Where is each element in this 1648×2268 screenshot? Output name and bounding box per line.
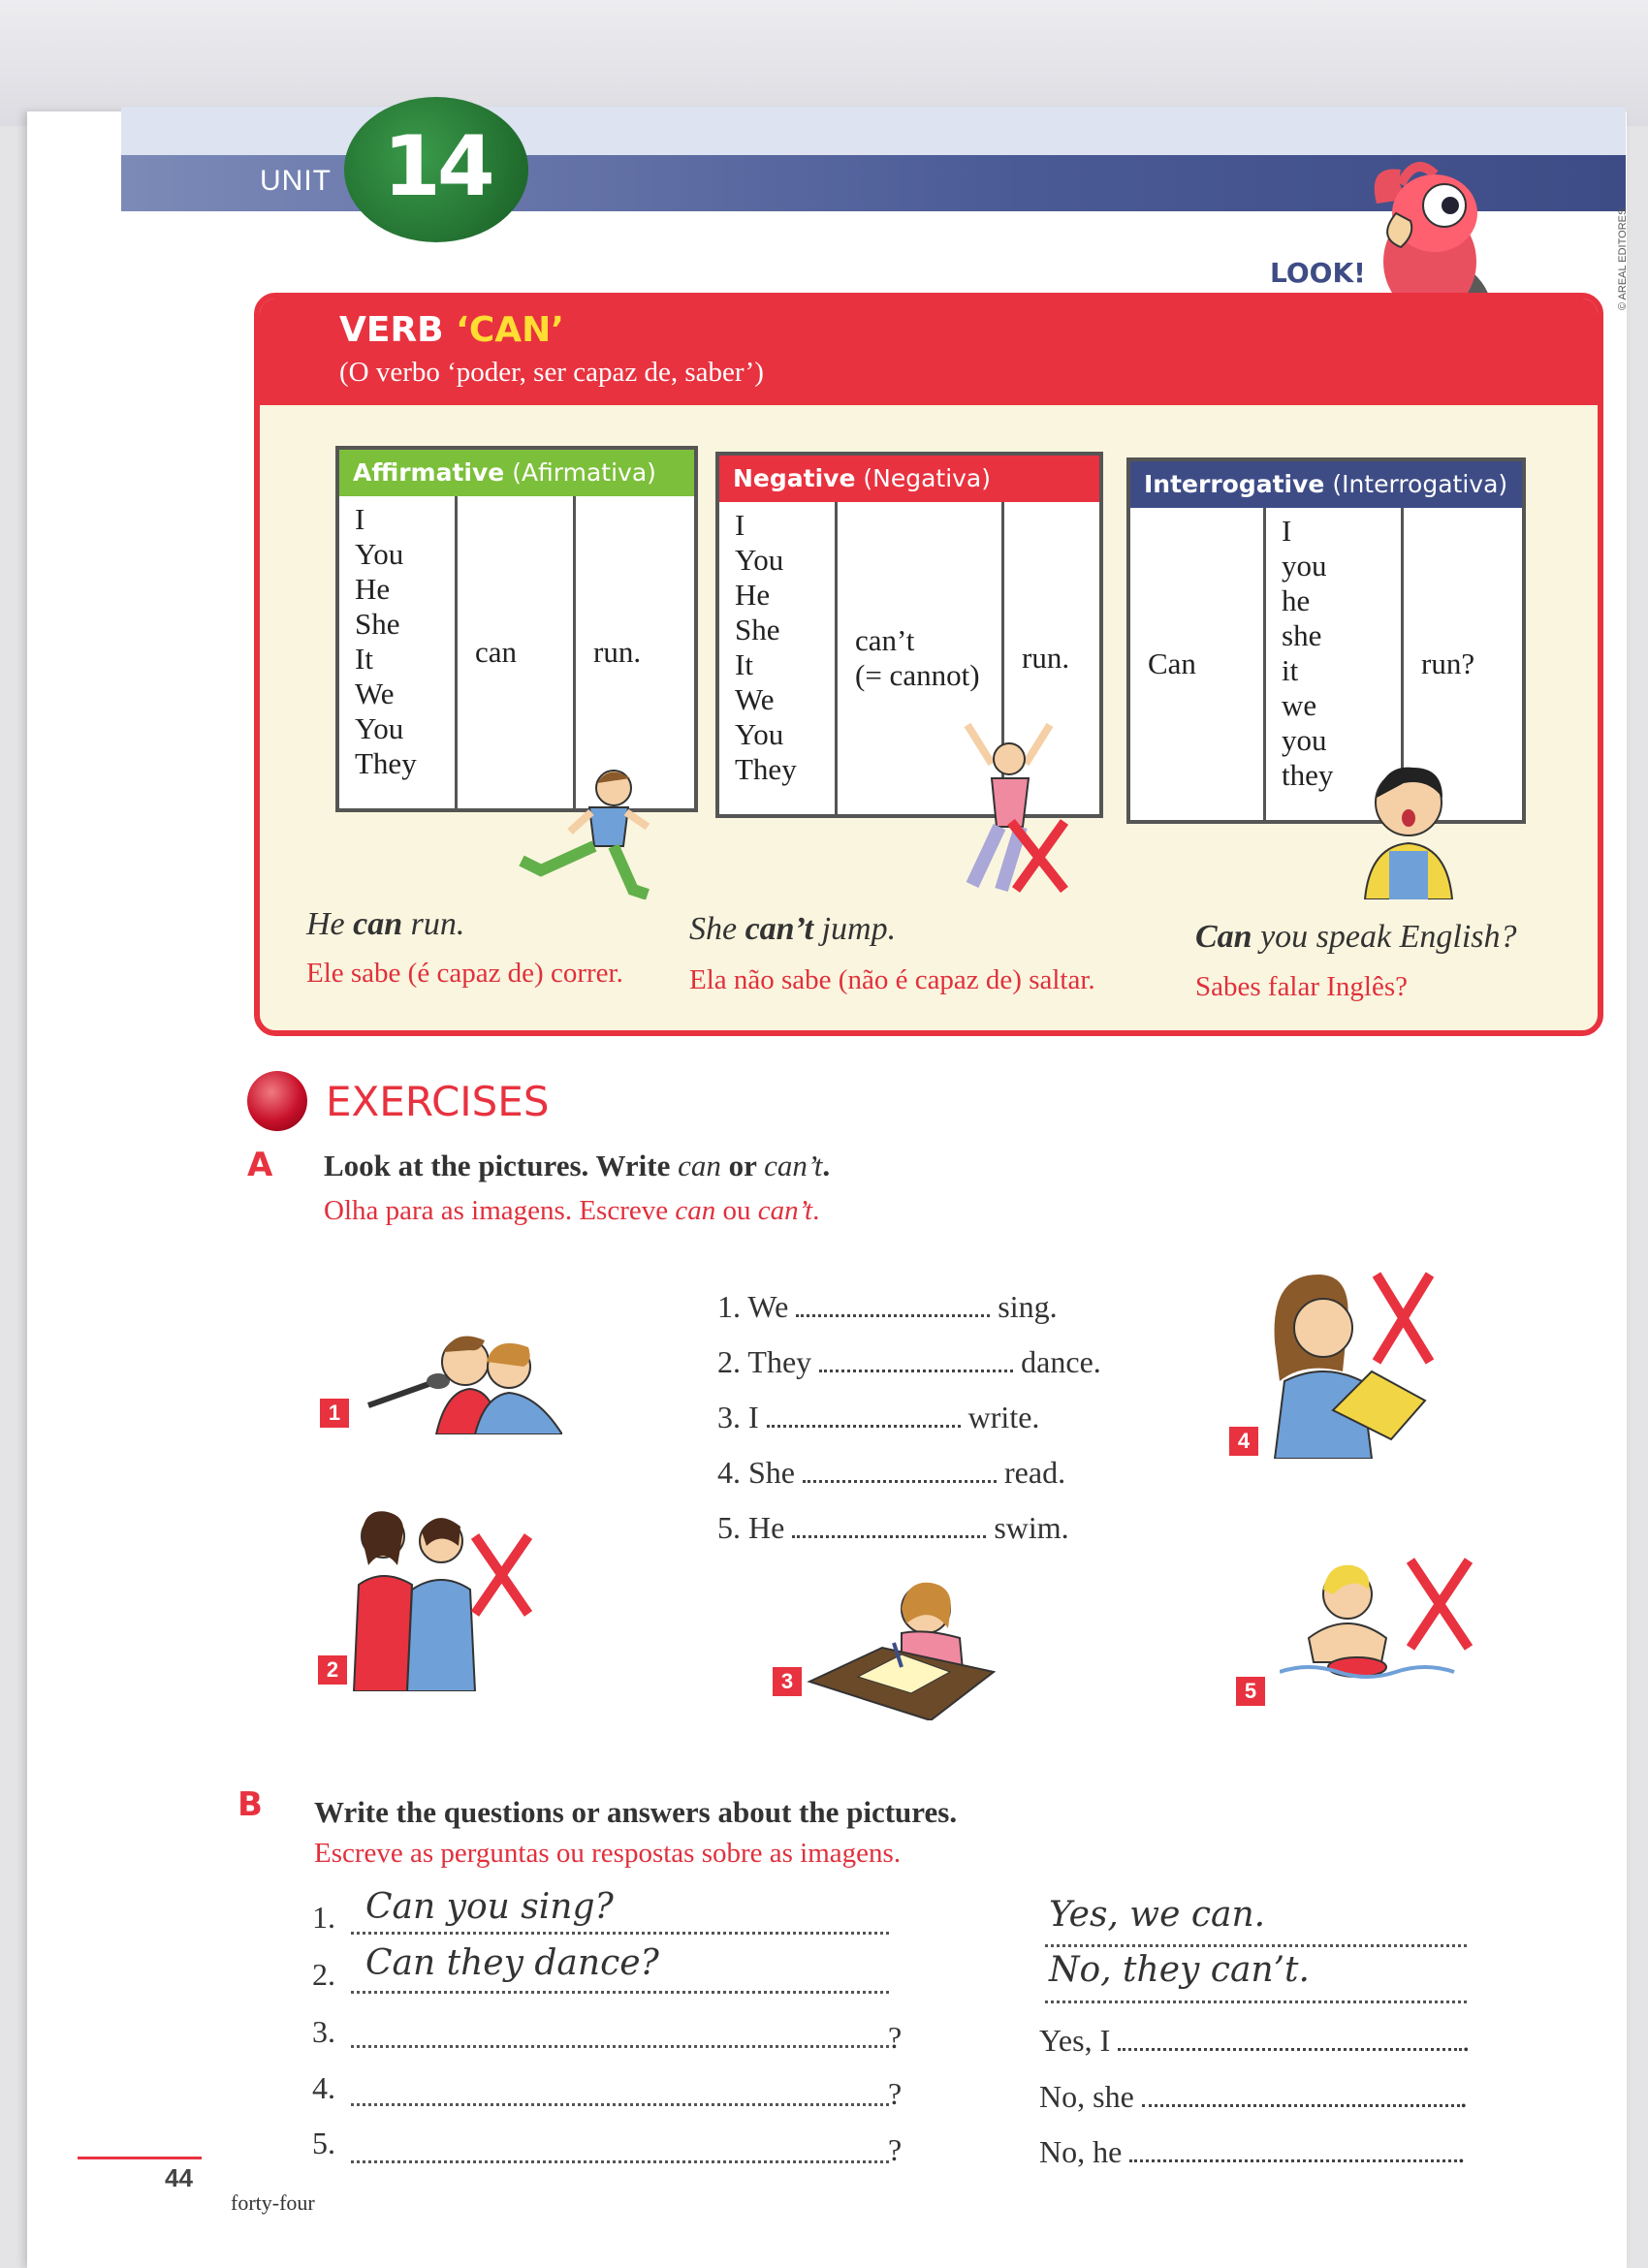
pronoun: She [355, 607, 400, 641]
item-subject: We [747, 1289, 789, 1324]
copyright-text: © AREAL EDITORES [1617, 207, 1629, 310]
item-subject: They [747, 1344, 812, 1379]
pronoun: He [735, 578, 771, 612]
question-5-line[interactable] [351, 2160, 889, 2163]
example-pre: She [689, 911, 745, 947]
pronoun: I [735, 508, 745, 542]
item-number: 3. [717, 1400, 741, 1434]
boy-running-illustration [502, 764, 657, 899]
page-number: 44 [165, 2163, 193, 2192]
answer-pre: Yes, I [1039, 2023, 1111, 2058]
grammar-subtitle: (O verbo ‘poder, ser capaz de, saber’) [339, 357, 764, 388]
interrogative-verb-text: Can [1148, 646, 1196, 680]
example-1 [306, 906, 464, 943]
question-number: 5. [312, 2126, 335, 2160]
answer-blank[interactable] [767, 1425, 961, 1428]
item-number: 5. [717, 1510, 741, 1545]
pronoun: they [1282, 758, 1334, 792]
answer-5 [1039, 2134, 1465, 2170]
question-number: 3. [312, 2014, 335, 2049]
exercise-a-item [717, 1289, 1058, 1325]
section-b-translation: Escreve as perguntas ou respostas sobre as imagens. [314, 1838, 902, 1869]
example-1-translation: Ele sabe (é capaz de) correr. [306, 958, 623, 989]
exercise-a-item [717, 1455, 1065, 1491]
exercises-title: EXERCISES [326, 1078, 550, 1125]
picture-4-badge: 4 [1229, 1427, 1258, 1456]
answer-1-line[interactable] [1045, 1944, 1467, 1947]
affirmative-verb-text: can [475, 635, 518, 669]
instr-cant: can’t [764, 1149, 823, 1182]
item-end: dance. [1021, 1344, 1101, 1379]
instr-pt-end: . [812, 1195, 820, 1226]
example-3-translation: Sabes falar Inglês? [1195, 971, 1409, 1002]
item-subject: He [748, 1510, 785, 1545]
pronoun: he [1282, 583, 1311, 617]
question-3-line[interactable] [351, 2045, 889, 2048]
example-2-translation: Ela não sabe (não é capaz de) saltar. [689, 964, 1095, 995]
item-end: read. [1004, 1455, 1066, 1490]
example-bold: can’t [745, 911, 814, 947]
item-end: sing. [998, 1289, 1058, 1324]
grammar-title-prefix: VERB [339, 310, 457, 350]
section-b-instruction: Write the questions or answers about the pictures. [314, 1795, 958, 1829]
pronoun: You [735, 717, 784, 751]
affirmative-table-header [339, 450, 694, 496]
instr-can: can [678, 1149, 721, 1182]
question-row-1 [312, 1900, 335, 1936]
item-number: 1. [717, 1289, 741, 1324]
negative-head-light: (Negativa) [855, 464, 992, 492]
example-3 [1195, 919, 1517, 956]
answer-2: No, they can’t. [1049, 1950, 1310, 1990]
instr-pt-text: Olha para as imagens. Escreve [324, 1195, 676, 1226]
question-2-answer: Can they dance? [365, 1943, 659, 1983]
picture-2-badge: 2 [318, 1655, 347, 1685]
instr-pt-can: can [675, 1195, 716, 1226]
pronoun: I [1282, 514, 1292, 548]
answer-end: . [1457, 2134, 1466, 2169]
section-a-translation [324, 1195, 819, 1227]
pronoun: You [735, 543, 784, 577]
section-a-instruction [324, 1149, 830, 1183]
pronoun: She [735, 613, 780, 646]
example-2 [689, 911, 896, 948]
pronoun: It [735, 647, 753, 681]
answer-2-line[interactable] [1045, 2000, 1467, 2003]
affirmative-pronouns [339, 496, 458, 808]
pronoun: You [355, 537, 404, 571]
question-number: 1. [312, 1900, 335, 1935]
answer-4-blank[interactable] [1142, 2104, 1460, 2107]
interrogative-verb [1130, 508, 1266, 820]
picture-5-swimming-illustration [1280, 1551, 1483, 1696]
question-1-line[interactable] [351, 1932, 889, 1935]
instr-end: . [822, 1149, 831, 1182]
negative-pronouns [719, 502, 838, 814]
interrogative-head-light: (Interrogativa) [1324, 470, 1508, 498]
question-number: 4. [312, 2070, 335, 2105]
question-5-end: ? [888, 2132, 903, 2167]
negative-main-verb-text: run. [1022, 641, 1070, 675]
pronoun: We [735, 682, 775, 716]
negative-verb-text: can’t [855, 623, 915, 657]
instr-or: or [720, 1149, 765, 1182]
interrogative-table-header [1130, 461, 1522, 508]
instr-text: Look at the pictures. Write [324, 1149, 679, 1182]
answer-blank[interactable] [792, 1535, 986, 1538]
affirmative-main-verb-text: run. [593, 635, 642, 669]
question-1-answer: Can you sing? [365, 1887, 614, 1927]
exercise-a-item [717, 1344, 1101, 1380]
picture-4-reading-illustration [1265, 1265, 1459, 1459]
grammar-title-highlight: ‘CAN’ [456, 310, 564, 350]
picture-1-singers-illustration [359, 1323, 562, 1434]
pronoun: she [1282, 618, 1322, 652]
example-post: run. [402, 906, 465, 942]
item-end: swim. [994, 1510, 1069, 1545]
grammar-box [254, 293, 1603, 1036]
instr-pt-or: ou [715, 1195, 758, 1226]
item-subject: She [748, 1455, 795, 1490]
affirmative-head-light: (Afirmativa) [504, 458, 656, 487]
affirmative-head-bold: Affirmative [353, 458, 505, 487]
girl-jumping-illustration [953, 715, 1079, 909]
question-row-5 [312, 2126, 335, 2161]
item-number: 2. [717, 1344, 741, 1379]
picture-3-writing-illustration [805, 1575, 998, 1720]
exercise-a-item [717, 1510, 1069, 1546]
question-row-4 [312, 2070, 335, 2106]
page-number-words: forty-four [231, 2190, 315, 2215]
example-pre: He [306, 906, 354, 942]
answer-1: Yes, we can. [1049, 1895, 1266, 1935]
item-number: 4. [717, 1455, 741, 1490]
pronoun: They [735, 752, 797, 786]
pronoun: we [1282, 688, 1317, 722]
pronoun: You [355, 711, 404, 745]
pronoun: it [1282, 653, 1299, 687]
pronoun: you [1282, 723, 1327, 757]
answer-blank[interactable] [796, 1314, 990, 1317]
negative-verb-full: (= cannot) [855, 658, 980, 692]
answer-4 [1039, 2079, 1468, 2115]
question-row-3 [312, 2014, 335, 2050]
question-4-end: ? [888, 2076, 903, 2111]
affirmative-main-verb [576, 496, 694, 808]
question-row-2 [312, 1957, 335, 1993]
item-subject: I [748, 1400, 759, 1434]
picture-3-badge: 3 [773, 1667, 802, 1696]
exercise-a-item [717, 1400, 1039, 1435]
question-3-end: ? [888, 2020, 903, 2055]
example-post: you speak English? [1252, 919, 1517, 955]
question-number: 2. [312, 1957, 335, 1992]
picture-1-badge: 1 [320, 1399, 349, 1428]
answer-pre: No, he [1039, 2134, 1123, 2169]
unit-label: UNIT [260, 165, 332, 197]
answer-3-blank[interactable] [1118, 2048, 1462, 2051]
example-post: jump. [813, 911, 897, 947]
interrogative-main-verb-text: run? [1421, 646, 1475, 680]
example-bold: Can [1195, 919, 1252, 955]
unit-number: 14 [383, 118, 491, 215]
section-b-letter: B [238, 1785, 263, 1824]
exercises-bullet-icon [247, 1071, 307, 1131]
answer-end: . [1459, 2079, 1468, 2114]
question-2-line[interactable] [351, 1991, 889, 1994]
look-label: LOOK! [1270, 257, 1366, 289]
pronoun: He [355, 572, 391, 606]
example-bold: can [353, 906, 403, 942]
question-4-line[interactable] [351, 2103, 889, 2106]
affirmative-table [335, 446, 698, 812]
answer-end: . [1462, 2023, 1471, 2058]
pronoun: you [1282, 549, 1327, 583]
section-a-letter: A [247, 1146, 273, 1184]
answer-blank[interactable] [819, 1370, 1013, 1372]
picture-2-dancers-illustration [344, 1507, 548, 1691]
answer-pre: No, she [1039, 2079, 1134, 2114]
pronoun: I [355, 502, 365, 536]
boy-speaking-illustration [1346, 754, 1472, 899]
negative-head-bold: Negative [733, 464, 856, 492]
pronoun: It [355, 642, 373, 676]
grammar-title [339, 310, 564, 350]
pronoun: They [355, 746, 417, 780]
negative-table-header [719, 456, 1099, 502]
answer-3 [1039, 2023, 1470, 2059]
instr-pt-cant: can’t [757, 1195, 813, 1226]
answer-blank[interactable] [803, 1480, 997, 1483]
picture-5-badge: 5 [1236, 1677, 1265, 1706]
pronoun: We [355, 677, 395, 710]
affirmative-verb [458, 496, 576, 808]
item-end: write. [967, 1400, 1040, 1434]
interrogative-head-bold: Interrogative [1144, 470, 1325, 498]
footer-line [78, 2157, 202, 2159]
answer-5-blank[interactable] [1129, 2159, 1457, 2162]
